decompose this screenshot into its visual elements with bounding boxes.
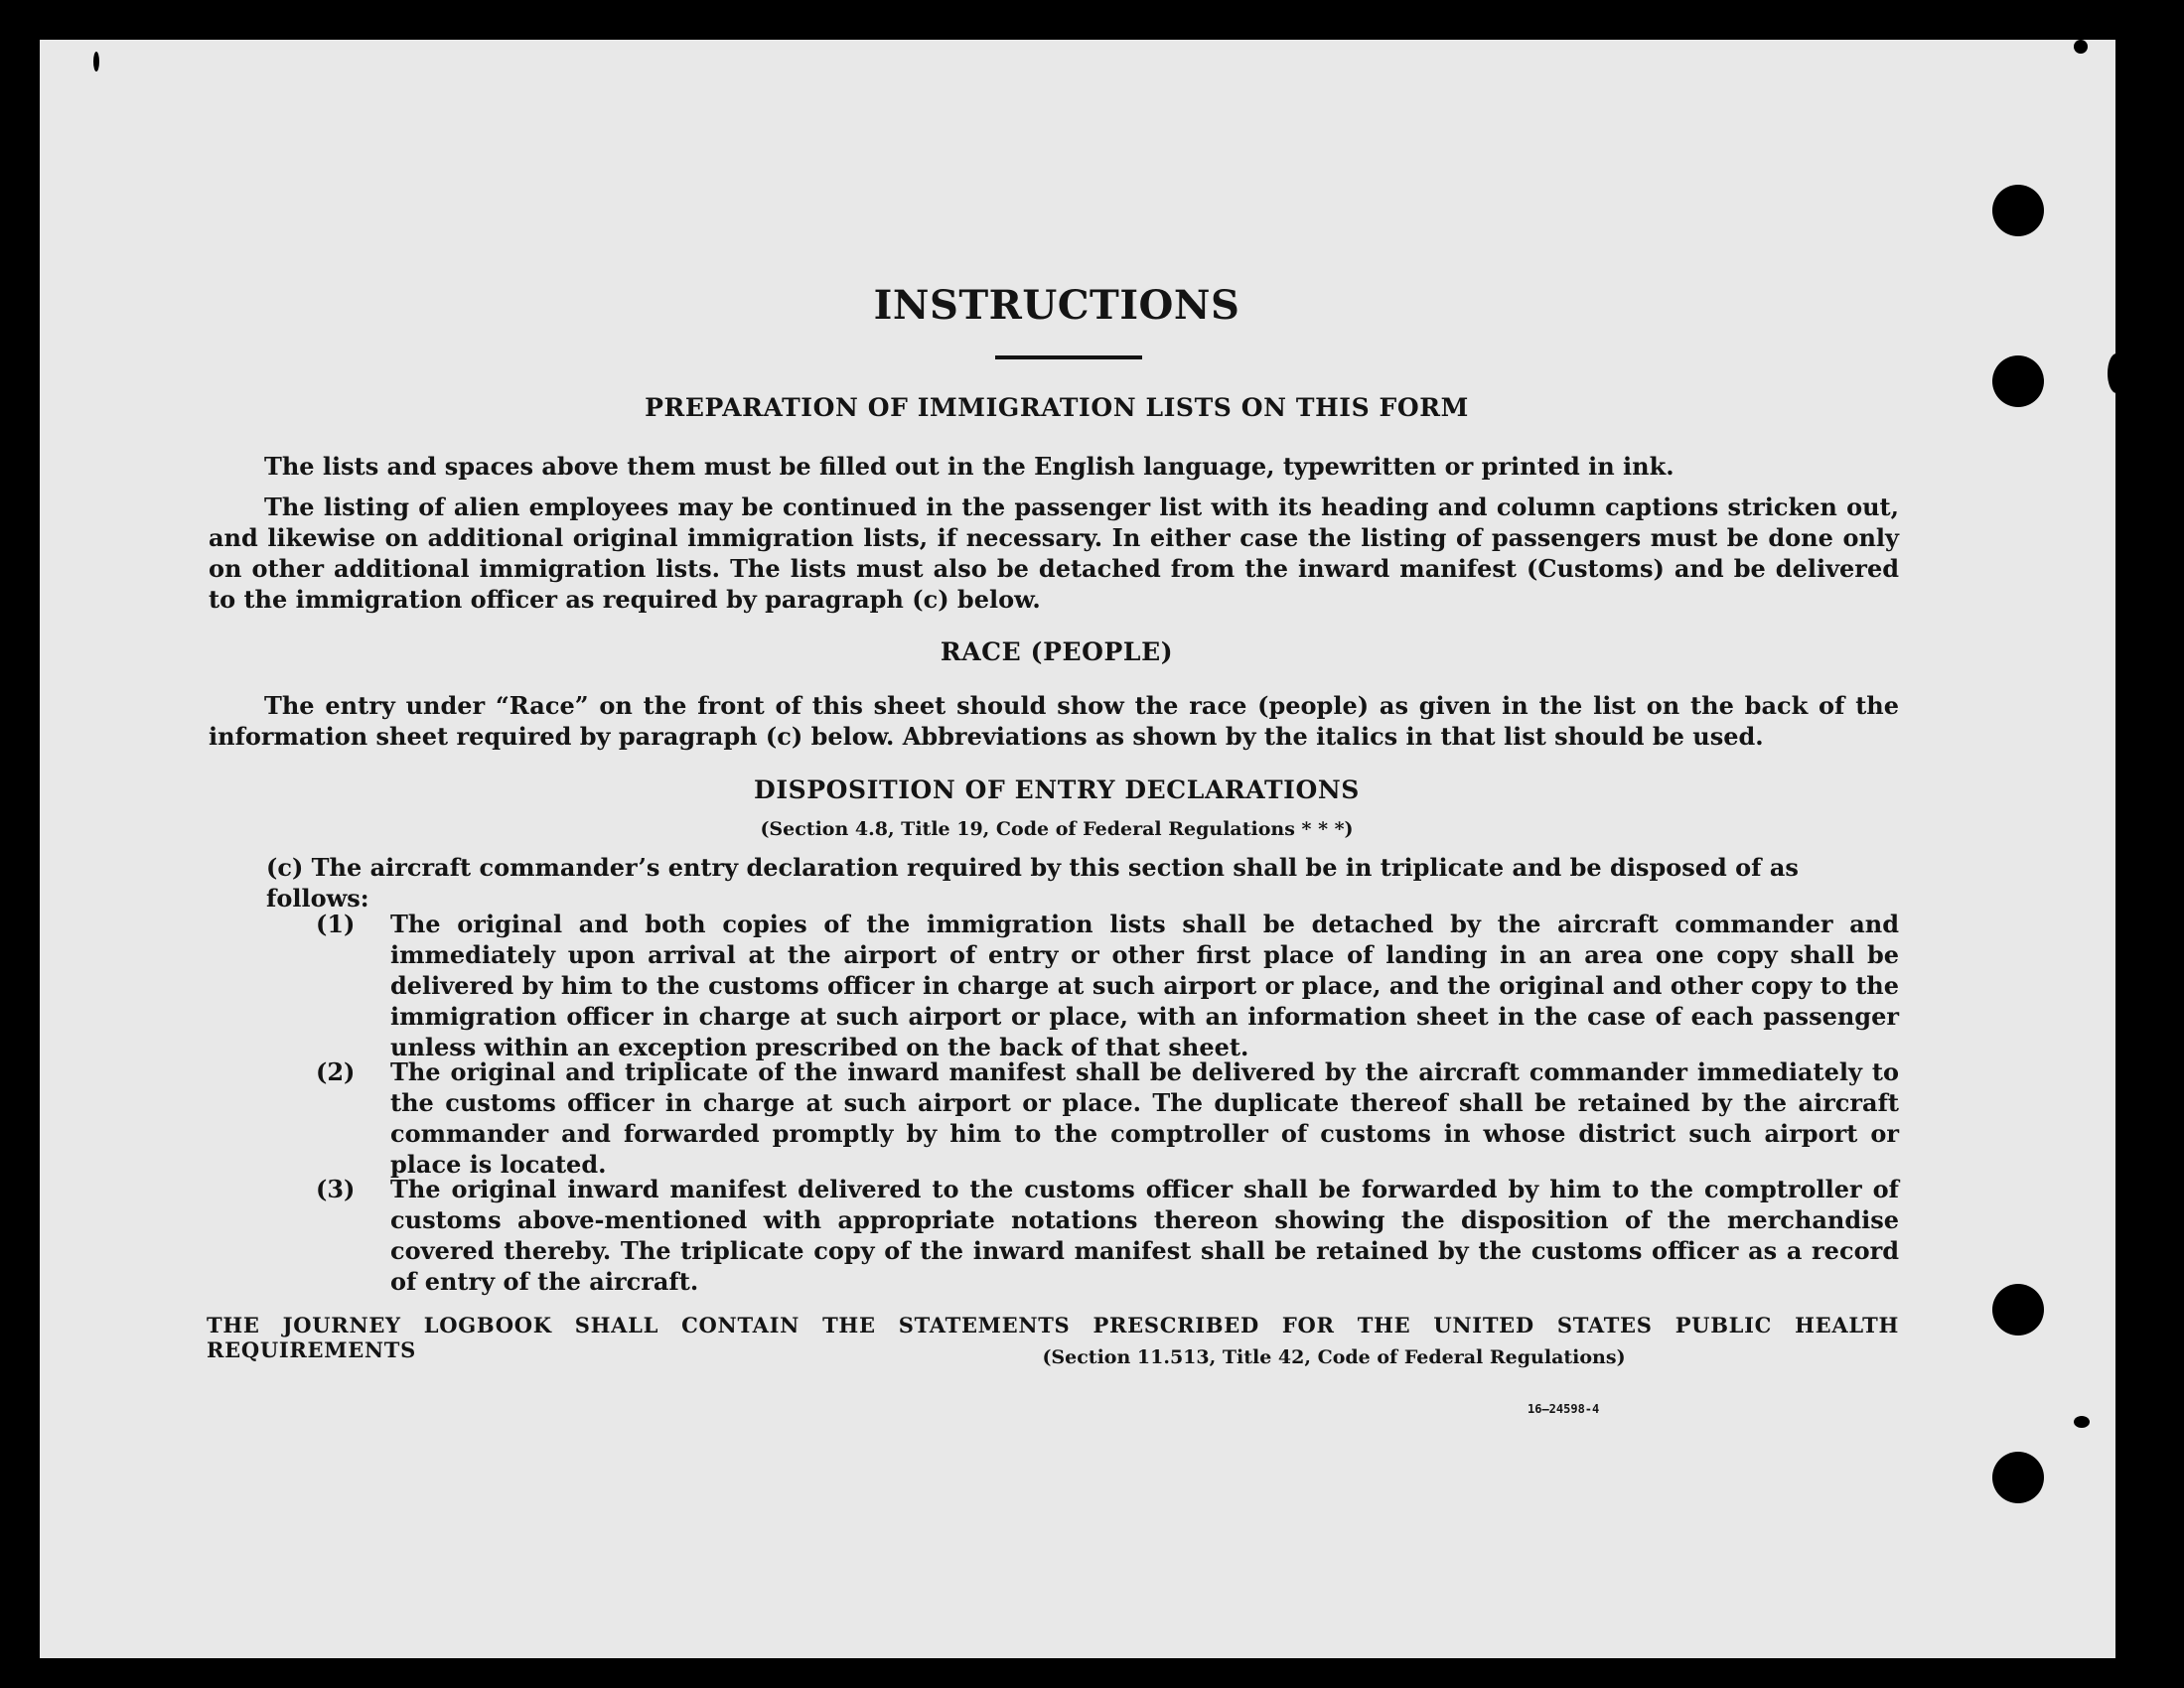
section-heading-preparation: PREPARATION OF IMMIGRATION LISTS ON THIS FORM — [645, 393, 1469, 422]
section-heading-disposition: DISPOSITION OF ENTRY DECLARATIONS — [754, 775, 1360, 804]
edge-mark — [2074, 40, 2088, 54]
item-text: The original and triplicate of the inward manifest shall be delivered by the aircraft commander immediately to the customs officer in charge at such airport or place. The duplicate thereof shall be retained by the aircraft commander and forwarded promptly by him to the comptroller of customs in whose district such airport or place is located. — [390, 1057, 1899, 1179]
edge-mark — [93, 52, 99, 71]
edge-mark — [2108, 353, 2125, 393]
paragraph-language: The lists and spaces above them must be filled out in the English language, typewritten or printed in ink. — [264, 452, 1674, 481]
list-item — [316, 909, 1899, 1062]
title-underline — [995, 355, 1142, 359]
punch-hole — [1992, 1452, 2044, 1503]
list-item — [316, 1174, 1899, 1297]
edge-mark — [2074, 1416, 2090, 1428]
section-heading-race: RACE (PEOPLE) — [940, 637, 1174, 666]
paragraph-alien-employees: The listing of alien employees may be continued in the passenger list with its heading and column captions stricken out, and likewise on additional original immigration lists, if necessary. In either case the listing of passengers must be done only on other additional immigration lists. The lists must also be detached from the inward manifest (Customs) and be delivered to the immigration officer as required by paragraph (c) below. — [209, 492, 1899, 614]
punch-hole — [1992, 1284, 2044, 1336]
citation-title-19: (Section 4.8, Title 19, Code of Federal Regulations * * *) — [760, 818, 1354, 840]
item-number: (1) — [316, 910, 356, 938]
item-number: (2) — [316, 1057, 356, 1086]
page-title: INSTRUCTIONS — [873, 282, 1240, 329]
paragraph-race: The entry under “Race” on the front of this sheet should show the race (people) as given in the list on the back of the information sheet required by paragraph (c) below. Abbreviations as shown by the italics in that list should be used. — [209, 691, 1899, 751]
footer-citation: (Section 11.513, Title 42, Code of Federal Regulations) — [1042, 1346, 1626, 1368]
item-number: (3) — [316, 1175, 356, 1203]
item-text: The original inward manifest delivered to the customs officer shall be forwarded by him to the comptroller of customs above-mentioned with appropriate notations thereon showing the disposition of the merchandise covered thereby. The triplicate copy of the inward manifest shall be retained by the customs officer as a record of entry of the aircraft. — [390, 1175, 1899, 1296]
clause-c: (c) The aircraft commander’s entry declaration required by this section shall be in triplicate and be disposed of as follows: — [266, 853, 1799, 913]
list-item — [316, 1056, 1899, 1180]
item-text: The original and both copies of the immigration lists shall be detached by the aircraft commander and immediately upon arrival at the airport of entry or other first place of landing in an area one copy shall be delivered by him to the customs officer in charge at such airport or place, and the original and other copy to the immigration officer in charge at such airport or place, with an information sheet in the case of each passenger unless within an exception prescribed on the back of that sheet. — [390, 910, 1899, 1061]
footer-statement: THE JOURNEY LOGBOOK SHALL CONTAIN THE STATEMENTS PRESCRIBED FOR THE UNITED STATES PUBLIC HEALTH REQUIREMENTS — [207, 1313, 1899, 1362]
form-number: 16—24598-4 — [1528, 1402, 1600, 1416]
punch-hole — [1992, 185, 2044, 236]
